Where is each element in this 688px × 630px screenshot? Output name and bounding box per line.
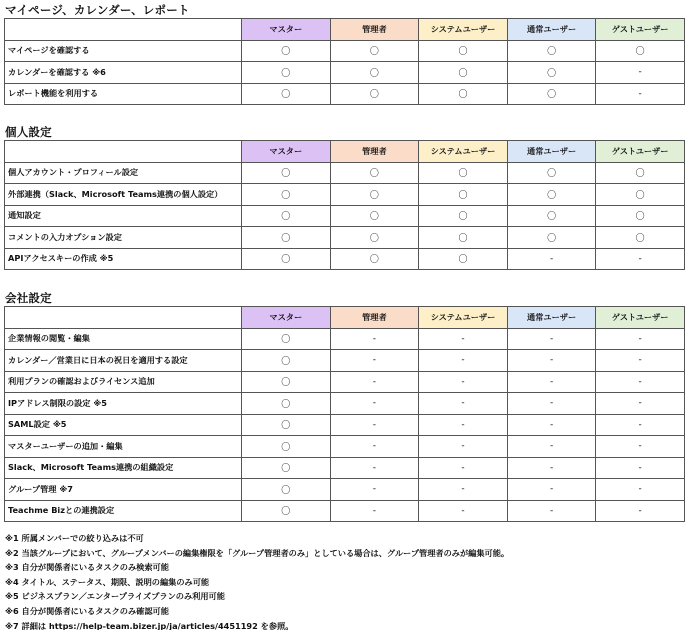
row-label: Teachme Bizとの連携設定: [5, 500, 242, 522]
permission-mark: -: [507, 328, 596, 350]
row-label: 外部連携（Slack、Microsoft Teams連携の個人設定）: [5, 184, 242, 206]
table-row: [5, 371, 685, 393]
permission-mark: 〇: [507, 83, 596, 105]
permission-mark: -: [596, 457, 685, 479]
footnote: ※6 自分が関係者にいるタスクのみ確認可能: [5, 605, 169, 616]
permission-mark: 〇: [242, 248, 331, 270]
permission-mark: -: [507, 414, 596, 436]
permission-mark: 〇: [507, 205, 596, 227]
permission-mark: -: [596, 83, 685, 105]
permission-mark: 〇: [242, 83, 331, 105]
permission-mark: 〇: [330, 40, 419, 62]
row-label: SAML設定 ※5: [5, 414, 242, 436]
permission-mark: -: [596, 436, 685, 458]
table-row: [5, 40, 685, 62]
role-header-system-user: システムユーザー: [419, 141, 508, 163]
row-label: IPアドレス制限の設定 ※5: [5, 393, 242, 415]
role-header-admin: 管理者: [330, 141, 419, 163]
permission-mark: 〇: [507, 184, 596, 206]
permission-mark: 〇: [242, 184, 331, 206]
permission-mark: 〇: [242, 393, 331, 415]
permission-mark: 〇: [419, 40, 508, 62]
role-header-master: マスター: [242, 19, 331, 41]
permission-mark: 〇: [419, 227, 508, 249]
permission-mark: -: [507, 500, 596, 522]
permission-table-company: [4, 306, 685, 522]
permission-mark: -: [507, 393, 596, 415]
permission-mark: -: [596, 393, 685, 415]
row-label: グループ管理 ※7: [5, 479, 242, 501]
permission-mark: -: [596, 350, 685, 372]
table-header-row: [5, 19, 685, 41]
permission-mark: 〇: [507, 162, 596, 184]
permission-mark: 〇: [419, 83, 508, 105]
table-row: [5, 328, 685, 350]
permission-mark: -: [419, 350, 508, 372]
permission-mark: -: [330, 500, 419, 522]
permission-mark: 〇: [242, 479, 331, 501]
role-header-guest-user: ゲストユーザー: [596, 141, 685, 163]
table-row: [5, 479, 685, 501]
permission-mark: -: [330, 479, 419, 501]
permission-mark: 〇: [242, 457, 331, 479]
permission-mark: 〇: [419, 248, 508, 270]
permission-mark: 〇: [596, 205, 685, 227]
permission-mark: -: [419, 436, 508, 458]
table-row: [5, 457, 685, 479]
table-row: [5, 205, 685, 227]
permission-mark: 〇: [242, 62, 331, 84]
header-blank-cell: [5, 307, 242, 329]
table-row: [5, 162, 685, 184]
row-label: コメントの入力オプション設定: [5, 227, 242, 249]
footnote: ※1 所属メンバーでの絞り込みは不可: [5, 533, 144, 543]
permission-mark: 〇: [242, 436, 331, 458]
permission-mark: -: [330, 414, 419, 436]
row-label: レポート機能を利用する: [5, 83, 242, 105]
section-title: 個人設定: [5, 125, 52, 139]
role-header-admin: 管理者: [330, 307, 419, 329]
permission-mark: 〇: [330, 83, 419, 105]
permission-mark: -: [330, 393, 419, 415]
row-label: マイページを確認する: [5, 40, 242, 62]
permission-mark: -: [596, 248, 685, 270]
role-header-normal-user: 通常ユーザー: [507, 141, 596, 163]
table-row: [5, 227, 685, 249]
permission-mark: 〇: [242, 328, 331, 350]
role-header-admin: 管理者: [330, 19, 419, 41]
permission-table-personal: [4, 140, 685, 270]
permission-mark: -: [507, 350, 596, 372]
permission-mark: 〇: [330, 205, 419, 227]
permission-mark: 〇: [242, 350, 331, 372]
permission-mark: -: [419, 393, 508, 415]
permission-mark: 〇: [419, 184, 508, 206]
permission-mark: 〇: [242, 205, 331, 227]
permission-mark: -: [419, 328, 508, 350]
permission-mark: -: [419, 500, 508, 522]
permission-mark: -: [596, 500, 685, 522]
permission-mark: 〇: [596, 227, 685, 249]
permission-mark: 〇: [419, 205, 508, 227]
permission-mark: -: [596, 479, 685, 501]
permission-mark: 〇: [507, 62, 596, 84]
row-label: Slack、Microsoft Teams連携の組織設定: [5, 457, 242, 479]
permission-mark: 〇: [242, 371, 331, 393]
permission-mark: 〇: [242, 414, 331, 436]
section-title: マイページ、カレンダー、レポート: [5, 3, 190, 17]
table-row: [5, 83, 685, 105]
permission-mark: -: [507, 479, 596, 501]
permission-mark: -: [419, 414, 508, 436]
permission-mark: -: [507, 436, 596, 458]
permission-mark: -: [330, 371, 419, 393]
row-label: 企業情報の閲覧・編集: [5, 328, 242, 350]
permission-mark: 〇: [596, 162, 685, 184]
row-label: 通知設定: [5, 205, 242, 227]
footnote: ※5 ビジネスプラン／エンタープライズプランのみ利用可能: [5, 591, 225, 602]
header-blank-cell: [5, 141, 242, 163]
row-label: カレンダー／営業日に日本の祝日を適用する設定: [5, 350, 242, 372]
footnote: ※3 自分が関係者にいるタスクのみ検索可能: [5, 562, 169, 573]
role-header-normal-user: 通常ユーザー: [507, 19, 596, 41]
role-header-system-user: システムユーザー: [419, 307, 508, 329]
row-label: カレンダーを確認する ※6: [5, 62, 242, 84]
permission-mark: 〇: [330, 184, 419, 206]
permission-mark: 〇: [242, 162, 331, 184]
permission-mark: -: [507, 371, 596, 393]
row-label: マスターユーザーの追加・編集: [5, 436, 242, 458]
table-row: [5, 62, 685, 84]
permission-mark: 〇: [596, 184, 685, 206]
table-row: [5, 500, 685, 522]
role-header-normal-user: 通常ユーザー: [507, 307, 596, 329]
permission-mark: 〇: [419, 62, 508, 84]
role-header-master: マスター: [242, 307, 331, 329]
role-header-master: マスター: [242, 141, 331, 163]
permission-mark: -: [330, 436, 419, 458]
footnote: ※4 タイトル、ステータス、期限、説明の編集のみ可能: [5, 576, 210, 587]
table-row: [5, 436, 685, 458]
permission-mark: -: [330, 457, 419, 479]
permission-mark: -: [330, 350, 419, 372]
permission-mark: -: [596, 414, 685, 436]
table-row: [5, 248, 685, 270]
permission-mark: -: [596, 371, 685, 393]
permission-mark: -: [419, 479, 508, 501]
permission-mark: -: [507, 457, 596, 479]
permission-mark: -: [419, 371, 508, 393]
footnote: ※7 詳細は https://help-team.bizer.jp/ja/articles/4451192 を参照。: [5, 620, 294, 630]
table-row: [5, 393, 685, 415]
permission-table-mypage: [4, 18, 685, 105]
header-blank-cell: [5, 19, 242, 41]
permission-mark: -: [596, 62, 685, 84]
permission-mark: 〇: [330, 162, 419, 184]
section-title: 会社設定: [5, 291, 52, 305]
permission-mark: 〇: [596, 40, 685, 62]
permission-mark: 〇: [330, 248, 419, 270]
permission-mark: 〇: [330, 62, 419, 84]
row-label: APIアクセスキーの作成 ※5: [5, 248, 242, 270]
table-header-row: [5, 141, 685, 163]
permission-mark: -: [330, 328, 419, 350]
footnote: ※2 当該グループにおいて、グループメンバーの編集権限を「グループ管理者のみ」としている場合は、グループ管理者のみが編集可能。: [5, 547, 510, 558]
permission-mark: 〇: [242, 500, 331, 522]
permission-mark: 〇: [507, 40, 596, 62]
table-row: [5, 414, 685, 436]
role-header-guest-user: ゲストユーザー: [596, 307, 685, 329]
permission-mark: 〇: [330, 227, 419, 249]
footnotes: [5, 531, 509, 630]
permission-mark: -: [596, 328, 685, 350]
permission-mark: 〇: [242, 40, 331, 62]
role-header-guest-user: ゲストユーザー: [596, 19, 685, 41]
permission-mark: 〇: [419, 162, 508, 184]
row-label: 利用プランの確認およびライセンス追加: [5, 371, 242, 393]
permission-mark: -: [507, 248, 596, 270]
table-row: [5, 184, 685, 206]
permission-mark: 〇: [242, 227, 331, 249]
table-row: [5, 350, 685, 372]
permission-mark: 〇: [507, 227, 596, 249]
permission-mark: -: [419, 457, 508, 479]
row-label: 個人アカウント・プロフィール設定: [5, 162, 242, 184]
role-header-system-user: システムユーザー: [419, 19, 508, 41]
table-header-row: [5, 307, 685, 329]
